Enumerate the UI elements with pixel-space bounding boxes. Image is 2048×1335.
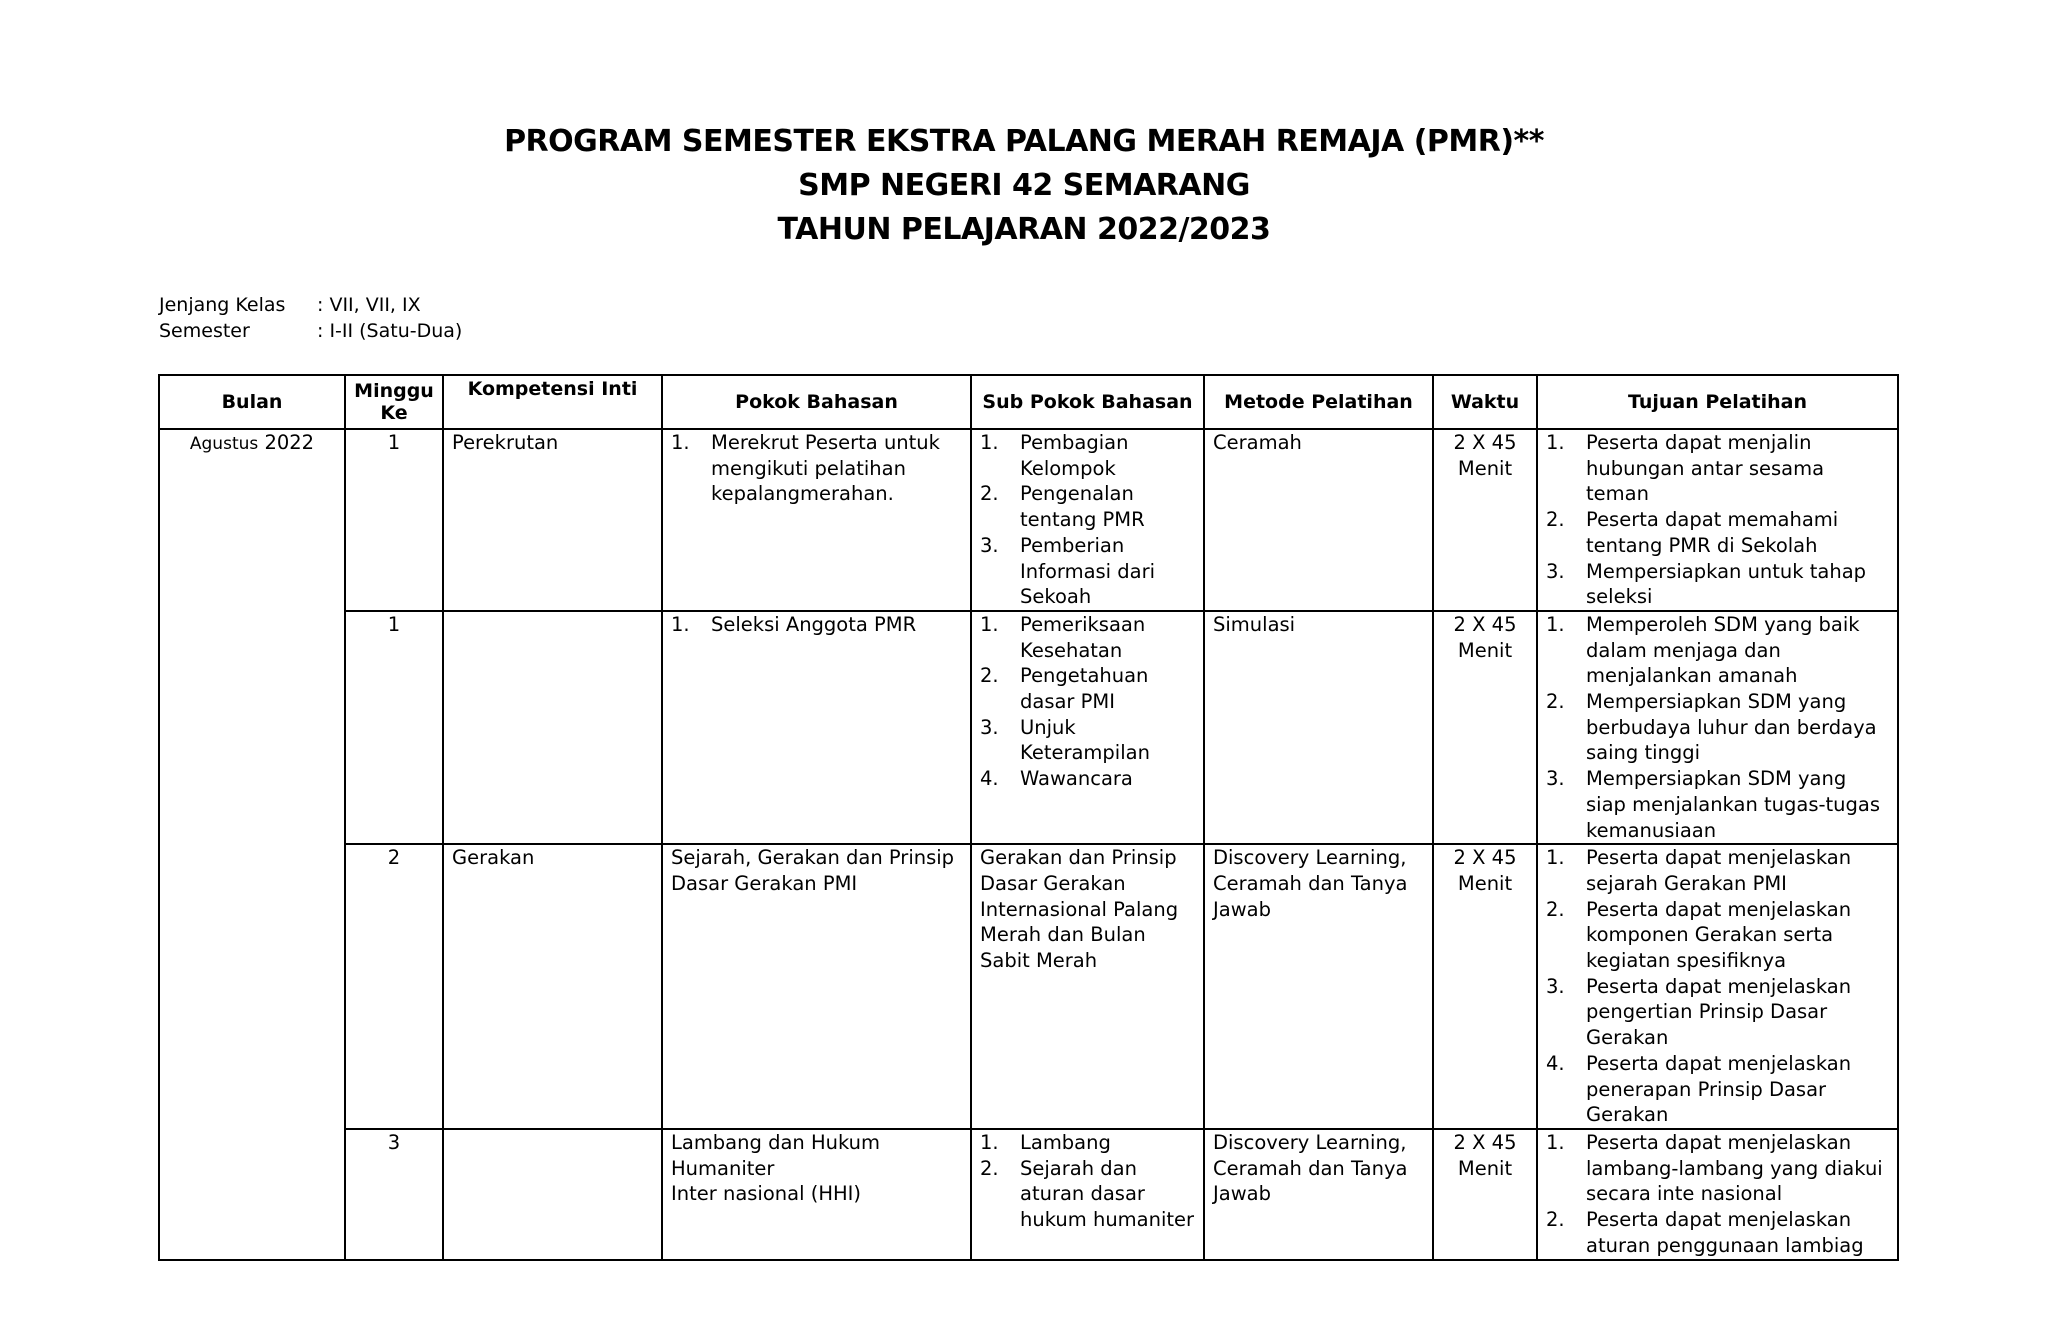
tujuan-cell — [1537, 611, 1898, 844]
table-header-row — [159, 375, 1898, 429]
kelas-label: Jenjang Kelas — [159, 294, 286, 316]
list-item: 2. Sejarah dan aturan dasar hukum humaniter — [980, 1156, 1195, 1232]
kompetensi-cell: Perekrutan — [443, 429, 662, 611]
list-item: 4. Wawancara — [980, 767, 1133, 791]
kelas-value: : VII, VII, IX — [317, 294, 421, 316]
col-header-minggu: Minggu Ke — [345, 375, 443, 429]
list-item: 1. Merekrut Peserta untuk mengikuti pelatihan kepalangmerahan. — [671, 431, 940, 506]
list-item: 3. Pemberian Informasi dari Sekoah — [980, 533, 1156, 609]
col-header-metode: Metode Pelatihan — [1204, 375, 1433, 429]
pokok-line: Inter nasional (HHI) — [671, 1182, 862, 1206]
pokok-cell: Sejarah, Gerakan dan Prinsip Dasar Gerakan PMI — [662, 844, 971, 1129]
sub-cell — [971, 1129, 1204, 1260]
minggu-cell: 2 — [345, 844, 443, 1129]
pokok-line: Humaniter — [671, 1156, 775, 1180]
metode-cell: Simulasi — [1204, 611, 1433, 844]
table-row — [159, 429, 1898, 611]
kompetensi-cell — [443, 1129, 662, 1260]
metode-cell: Discovery Learning, Ceramah dan Tanya Jawab — [1204, 1129, 1433, 1260]
list-item: 2. Peserta dapat menjelaskan komponen Gerakan serta kegiatan spesifiknya — [1546, 897, 1852, 973]
list-item: 1. Peserta dapat menjelaskan lambang-lambang yang diakui secara inte nasional — [1546, 1130, 1883, 1206]
tujuan-cell — [1537, 429, 1898, 611]
sub-cell — [971, 429, 1204, 611]
semester-label: Semester — [159, 320, 250, 342]
program-table — [158, 374, 1899, 1261]
list-item: 4. Peserta dapat menjelaskan penerapan Prinsip Dasar Gerakan — [1546, 1051, 1852, 1127]
table-row — [159, 611, 1898, 844]
col-header-kompetensi: Kompetensi Inti — [443, 375, 662, 429]
list-item: 1. Lambang — [980, 1130, 1111, 1154]
col-header-bulan: Bulan — [159, 375, 345, 429]
list-item: 3. Peserta dapat menjelaskan pengertian Prinsip Dasar Gerakan — [1546, 974, 1852, 1050]
sub-cell: Gerakan dan Prinsip Dasar Gerakan Internasional Palang Merah dan Bulan Sabit Merah — [971, 844, 1204, 1129]
col-header-waktu: Waktu — [1433, 375, 1537, 429]
pokok-cell — [662, 611, 971, 844]
waktu-cell: 2 X 45 Menit — [1433, 429, 1537, 611]
metode-cell: Discovery Learning, Ceramah dan Tanya Jawab — [1204, 844, 1433, 1129]
pokok-cell — [662, 429, 971, 611]
semester-value: : I-II (Satu-Dua) — [317, 320, 463, 342]
title-line-2: SMP NEGERI 42 SEMARANG — [798, 168, 1250, 203]
list-item: 2. Mempersiapkan SDM yang berbudaya luhur dan berdaya saing tinggi — [1546, 690, 1877, 765]
waktu-cell: 2 X 45 Menit — [1433, 611, 1537, 844]
minggu-cell: 1 — [345, 429, 443, 611]
list-item: 2. Peserta dapat memahami tentang PMR di Sekolah — [1546, 508, 1839, 557]
list-item: 2. Peserta dapat menjelaskan aturan penggunaan lambiag — [1546, 1208, 1864, 1257]
minggu-cell: 3 — [345, 1129, 443, 1260]
list-item: 1. Pemeriksaan Kesehatan — [980, 612, 1146, 662]
col-header-tujuan: Tujuan Pelatihan — [1537, 375, 1898, 429]
title-line-1: PROGRAM SEMESTER EKSTRA PALANG MERAH REMAJA (PMR)** — [504, 124, 1544, 159]
document-title-block — [0, 120, 2048, 252]
kompetensi-cell — [443, 611, 662, 844]
list-item: 1. Peserta dapat menjalin hubungan antar sesama teman — [1546, 431, 1825, 506]
pokok-line: Lambang dan Hukum — [671, 1130, 881, 1154]
col-header-pokok: Pokok Bahasan — [662, 375, 971, 429]
list-item: 1. Memperoleh SDM yang baik dalam menjaga dan menjalankan amanah — [1546, 612, 1860, 688]
metode-cell: Ceramah — [1204, 429, 1433, 611]
col-header-sub: Sub Pokok Bahasan — [971, 375, 1204, 429]
list-item: 3. Mempersiapkan SDM yang siap menjalankan tugas-tugas kemanusiaan — [1546, 767, 1881, 842]
title-line-3: TAHUN PELAJARAN 2022/2023 — [777, 212, 1271, 247]
list-item: 1. Peserta dapat menjelaskan sejarah Gerakan PMI — [1546, 846, 1852, 895]
bulan-cell — [159, 429, 345, 1260]
table-row — [159, 1129, 1898, 1260]
list-item: 2. Pengenalan tentang PMR — [980, 482, 1145, 532]
tujuan-cell — [1537, 844, 1898, 1129]
bulan-month: Agustus — [189, 434, 259, 454]
meta-info — [159, 292, 462, 344]
sub-cell — [971, 611, 1204, 844]
table-row — [159, 844, 1898, 1129]
minggu-cell: 1 — [345, 611, 443, 844]
bulan-year: 2022 — [264, 431, 315, 454]
list-item: 3. Mempersiapkan untuk tahap seleksi — [1546, 559, 1867, 609]
waktu-cell: 2 X 45 Menit — [1433, 844, 1537, 1129]
waktu-cell: 2 X 45 Menit — [1433, 1129, 1537, 1260]
tujuan-cell — [1537, 1129, 1898, 1260]
kompetensi-cell: Gerakan — [443, 844, 662, 1129]
list-item: 3. Unjuk Keterampilan — [980, 715, 1150, 765]
list-item: 1. Seleksi Anggota PMR — [671, 612, 917, 636]
pokok-cell — [662, 1129, 971, 1260]
list-item: 1. Pembagian Kelompok — [980, 431, 1129, 480]
list-item: 2. Pengetahuan dasar PMI — [980, 664, 1149, 714]
